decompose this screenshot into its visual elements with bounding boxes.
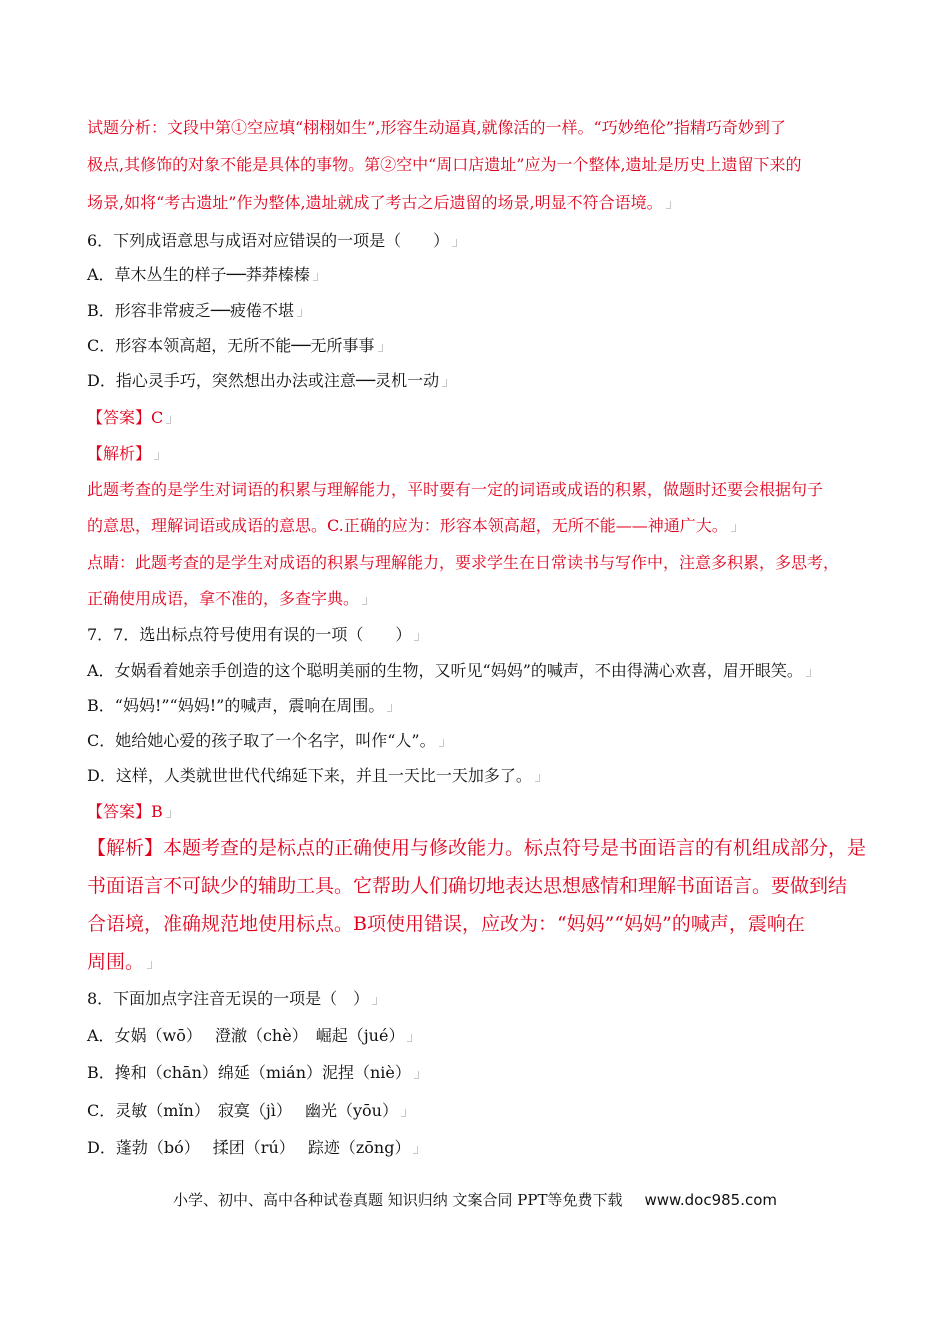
paragraph-mark-icon — [442, 379, 447, 387]
q6-tip-line-2: 正确使用成语，拿不准的，多查字典。 — [87, 588, 367, 610]
paragraph-mark-icon — [414, 1071, 419, 1079]
paragraph-mark-icon — [666, 201, 671, 209]
q7-analysis-line-3: 合语境，准确规范地使用标点。B项使用错误，应改为：“妈妈”“妈妈”的喊声，震响在 — [87, 913, 805, 935]
q6-analysis-line-1: 此题考查的是学生对词语的积累与理解能力，平时要有一定的词语或成语的积累，做题时还要会根据句子 — [87, 480, 824, 499]
q6-analysis-label: 【解析】 — [87, 443, 159, 465]
q7-answer: 【答案】B — [87, 801, 171, 823]
q6-tip-line-1: 点睛：此题考查的是学生对成语的积累与理解能力，要求学生在日常读书与写作中，注意多积累，多思考， — [87, 553, 840, 572]
q7-analysis-line-1: 【解析】本题考查的是标点的正确使用与修改能力。标点符号是书面语言的有机组成部分，是 — [87, 837, 867, 859]
paragraph-mark-icon — [401, 1109, 406, 1117]
paragraph-mark-icon — [166, 416, 171, 424]
paragraph-mark-icon — [413, 1146, 418, 1154]
paragraph-mark-icon — [439, 739, 444, 747]
q6-option-d: D．指心灵手巧，突然想出办法或注意──灵机一动 — [87, 370, 447, 392]
paragraph-mark-icon — [372, 997, 377, 1005]
paragraph-mark-icon — [297, 309, 302, 317]
q8-option-d: D．蓬勃（bó） 揉团（rú） 踪迹（zōng） — [87, 1137, 418, 1159]
q6-analysis-line-2: 的意思，理解词语或成语的意思。C.正确的应为：形容本领高超，无所不能——神通广大。 — [87, 515, 736, 537]
paragraph-mark-icon — [154, 452, 159, 460]
paragraph-mark-icon — [535, 774, 540, 782]
q7-option-b: B．“妈妈!”“妈妈!”的喊声，震响在周围。 — [87, 695, 392, 717]
paragraph-mark-icon — [414, 633, 419, 641]
q6-stem: 6．下列成语意思与成语对应错误的一项是（ ） — [87, 230, 457, 252]
analysis-line-3: 场景,如将“考古遗址”作为整体,遗址就成了考古之后遗留的场景,明显不符合语境。 — [87, 192, 671, 214]
page-footer — [0, 1190, 950, 1210]
q6-option-b: B．形容非常疲乏──疲倦不堪 — [87, 300, 302, 322]
q7-option-c: C．她给她心爱的孩子取了一个名字，叫作“人”。 — [87, 730, 444, 752]
q6-option-c: C．形容本领高超，无所不能──无所事事 — [87, 335, 383, 357]
q7-analysis-line-2: 书面语言不可缺少的辅助工具。它帮助人们确切地表达思想感情和理解书面语言。要做到结 — [87, 875, 848, 897]
q7-analysis-line-4: 周围。 — [87, 949, 152, 975]
paragraph-mark-icon — [313, 273, 318, 281]
analysis-line-1: 试题分析：文段中第①空应填“栩栩如生”,形容生动逼真,就像活的一样。“巧妙绝伦”指精巧奇妙到了 — [87, 118, 786, 137]
paragraph-mark-icon — [362, 597, 367, 605]
q8-option-c: C．灵敏（mǐn） 寂寞（jì） 幽光（yōu） — [87, 1100, 406, 1122]
q8-option-b: B．搀和（chān）绵延（mián）泥捏（niè） — [87, 1062, 419, 1084]
paragraph-mark-icon — [407, 1034, 412, 1042]
paragraph-mark-icon — [166, 810, 171, 818]
paragraph-mark-icon — [806, 669, 811, 677]
paragraph-mark-icon — [378, 344, 383, 352]
q7-option-d: D．这样，人类就世世代代绵延下来，并且一天比一天加多了。 — [87, 765, 540, 787]
q6-answer: 【答案】C — [87, 407, 171, 429]
analysis-line-2: 极点,其修饰的对象不能是具体的事物。第②空中“周口店遗址”应为一个整体,遗址是历史上遗留下来的 — [87, 155, 802, 174]
footer-text: 小学、初中、高中各种试卷真题 知识归纳 文案合同 PPT等免费下载 — [172, 1191, 623, 1209]
q6-option-a: A．草木丛生的样子──莽莽榛榛 — [87, 264, 318, 286]
q7-stem: 7．7．选出标点符号使用有误的一项（ ） — [87, 624, 419, 646]
paragraph-mark-icon — [452, 239, 457, 247]
paragraph-mark-icon — [147, 961, 152, 969]
paragraph-mark-icon — [387, 704, 392, 712]
footer-site-link[interactable]: www.doc985.com — [644, 1191, 778, 1209]
q8-stem: 8．下面加点字注音无误的一项是（ ） — [87, 988, 377, 1010]
q8-option-a: A．女娲（wō） 澄澈（chè） 崛起（jué） — [87, 1025, 412, 1047]
q7-option-a: A．女娲看着她亲手创造的这个聪明美丽的生物，又听见“妈妈”的喊声，不由得满心欢喜，眉开眼笑。 — [87, 660, 811, 682]
paragraph-mark-icon — [731, 524, 736, 532]
